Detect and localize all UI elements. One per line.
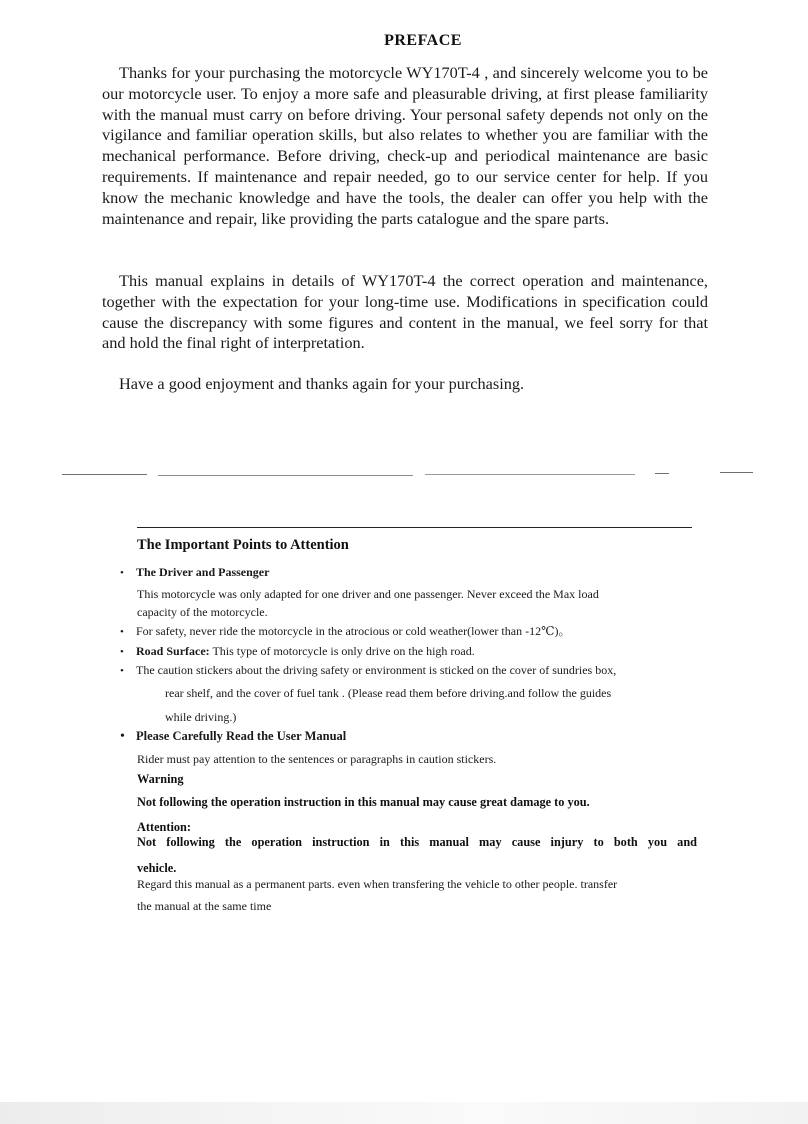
caution-text-line-3: while driving.) <box>165 710 237 724</box>
bullet-icon: • <box>120 729 125 744</box>
preface-paragraph-3-text: Have a good enjoyment and thanks again for your purchasing. <box>119 374 525 393</box>
separator-segment <box>158 475 413 476</box>
road-surface-label: Road Surface: <box>136 644 210 658</box>
driver-text-line-2: capacity of the motorcycle. <box>137 605 268 619</box>
driver-text-line-1: This motorcycle was only adapted for one driver and one passenger. Never exceed the Max load <box>137 587 599 601</box>
preface-paragraph-3 <box>102 374 708 395</box>
preface-paragraph-1-text: Thanks for your purchasing the motorcycle WY170T-4 , and sincerely welcome you to be our motorcycle user. To enjoy a more safe and pleasurable driving, at first please familiarity with the manual must carry on before driving. Your personal safety depends not only on the vigilance and familiar operation skills, but also relates to whether you are familiar with the mechanical performance. Before driving, check-up and periodical maintenance are basic requirements. If maintenance and repair needed, go to our service center for help. If you know the mechanic knowledge and have the tools, the dealer can offer you help with the maintenance and repair, like providing the parts catalogue and the spare parts. <box>102 63 708 228</box>
road-surface-text: This type of motorcycle is only drive on the high road. <box>209 644 475 658</box>
scan-edge-shading <box>0 1102 808 1124</box>
separator-segment <box>62 474 147 475</box>
preface-paragraph-2-text: This manual explains in details of WY170T-4 the correct operation and maintenance, together with the expectation for your long-time use. Modifications in specification could cause the discrepancy with some figures and content in the manual, we feel sorry for that and hold the final right of interpretation. <box>102 271 708 353</box>
separator-segment <box>655 473 669 474</box>
bullet-icon: • <box>120 646 124 658</box>
section-rule <box>137 527 692 528</box>
attention-section-title: The Important Points to Attention <box>137 537 349 553</box>
driver-passenger-heading: The Driver and Passenger <box>136 565 270 579</box>
caution-text-line-2: rear shelf, and the cover of fuel tank . (Please read them before driving.and follow the guides <box>165 686 612 700</box>
read-manual-item <box>120 727 700 746</box>
road-surface-item <box>120 642 700 661</box>
separator-segment <box>720 472 753 473</box>
attention-text-line-2: vehicle. <box>137 861 177 875</box>
driver-passenger-item <box>120 563 700 582</box>
safety-item <box>120 622 700 641</box>
preface-paragraph-1 <box>102 63 708 229</box>
read-manual-heading: Please Carefully Read the User Manual <box>136 729 347 743</box>
separator-segment <box>425 474 635 475</box>
attention-label: Attention: <box>137 820 191 834</box>
preface-title: PREFACE <box>384 32 462 49</box>
preface-paragraph-2 <box>102 271 708 354</box>
bullet-icon: • <box>120 567 124 579</box>
warning-label: Warning <box>137 772 184 786</box>
bullet-icon: • <box>120 626 124 638</box>
safety-text: For safety, never ride the motorcycle in the atrocious or cold weather(lower than -12℃)。 <box>136 624 571 638</box>
caution-stickers-item <box>120 661 700 680</box>
caution-text-line-1: The caution stickers about the driving safety or environment is sticked on the cover of sundries box, <box>136 663 617 677</box>
bullet-icon: • <box>120 665 124 677</box>
regard-text-line-1: Regard this manual as a permanent parts. even when transfering the vehicle to other people. transfer <box>137 877 618 891</box>
warning-text: Not following the operation instruction in this manual may cause great damage to you. <box>137 795 590 809</box>
regard-text-line-2: the manual at the same time <box>137 899 272 913</box>
rider-text: Rider must pay attention to the sentences or paragraphs in caution stickers. <box>137 752 497 766</box>
attention-text-line-1: Not following the operation instruction in this manual may cause injury to both you and <box>137 835 697 849</box>
